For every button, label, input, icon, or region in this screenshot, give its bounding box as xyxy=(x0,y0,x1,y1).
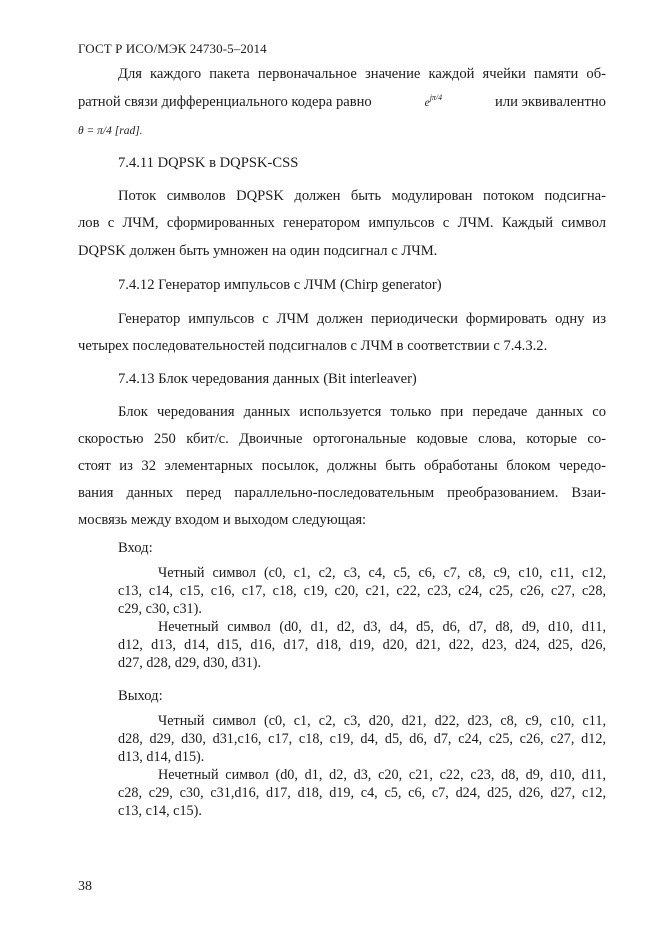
intro-exponent: $e^{j\pi/4}$ xyxy=(424,93,443,109)
document-header: ГОСТ Р ИСО/МЭК 24730-5–2014 xyxy=(78,41,267,56)
input-odd-line: d12, d13, d14, d15, d16, d17, d18, d19, d20, d21, d22, d23, d24, d25, d26, xyxy=(118,637,606,653)
section-7-4-11-line: DQPSK должен быть умножен на один подсигнал с ЛЧМ. xyxy=(78,243,438,259)
section-7-4-13-line: мосвязь между входом и выходом следующая: xyxy=(78,512,367,528)
intro-line-2-tail: или эквивалентно xyxy=(495,93,606,110)
input-even-line: c13, c14, c15, c16, c17, c18, c19, c20, c21, c22, c23, c24, c25, c26, c27, c28, xyxy=(118,583,606,599)
input-label: Вход: xyxy=(118,540,153,556)
intro-line-2 xyxy=(78,93,606,111)
input-even-line: Четный символ (c0, c1, c2, c3, c4, c5, c6, c7, c8, c9, c10, c11, c12, xyxy=(158,565,606,581)
section-7-4-11-title: 7.4.11 DQPSK в DQPSK-CSS xyxy=(118,155,299,171)
section-7-4-13-line: вания данных перед параллельно-последовательным преобразованием. Взаи- xyxy=(78,485,606,501)
output-even-line: Четный символ (c0, c1, c2, c3, d20, d21, d22, d23, c8, c9, c10, c11, xyxy=(158,713,606,729)
output-even-line: d28, d29, d30, d31,c16, c17, c18, c19, d4, d5, d6, d7, c24, c25, c26, c27, d12, xyxy=(118,731,606,747)
output-odd-line: c13, c14, c15). xyxy=(118,803,202,819)
section-7-4-13-line: Блок чередования данных используется только при передаче данных со xyxy=(118,404,606,420)
output-even-line: d13, d14, d15). xyxy=(118,749,205,765)
section-7-4-13-title: 7.4.13 Блок чередования данных (Bit interleaver) xyxy=(118,371,417,387)
section-7-4-13-line: стоят из 32 элементарных посылок, должны быть обработаны блоком чередо- xyxy=(78,458,606,474)
section-7-4-12-line: Генератор импульсов с ЛЧМ должен периодически формировать одну из xyxy=(118,311,606,327)
theta-equation: = π/4 [rad]. xyxy=(83,125,143,137)
theta-symbol: θ xyxy=(78,125,84,137)
output-label: Выход: xyxy=(118,688,163,704)
section-7-4-12-line: четырех последовательностей подсигналов с ЛЧМ в соответствии с 7.4.3.2. xyxy=(78,338,548,354)
intro-line-3 xyxy=(78,122,606,139)
input-odd-line: d27, d28, d29, d30, d31). xyxy=(118,655,262,671)
input-odd-line: Нечетный символ (d0, d1, d2, d3, d4, d5, d6, d7, d8, d9, d10, d11, xyxy=(158,619,606,635)
section-7-4-11-line: лов с ЛЧМ, сформированных генератором импульсов с ЛЧМ. Каждый символ xyxy=(78,215,606,231)
intro-line-1: Для каждого пакета первоначальное значение каждой ячейки памяти об- xyxy=(118,66,606,82)
intro-line-2-text: ратной связи дифференциального кодера равно xyxy=(78,93,372,110)
input-even-line: c29, c30, c31). xyxy=(118,601,202,617)
page-number: 38 xyxy=(78,879,92,894)
output-odd-line: c28, c29, c30, c31,d16, d17, d18, d19, c4, c5, c6, c7, d24, d25, d26, d27, c12, xyxy=(118,785,606,801)
section-7-4-11-line: Поток символов DQPSK должен быть модулирован потоком подсигна- xyxy=(118,188,606,204)
output-odd-line: Нечетный символ (d0, d1, d2, d3, c20, c21, c22, c23, d8, d9, d10, d11, xyxy=(158,767,606,783)
section-7-4-13-line: скоростью 250 кбит/с. Двоичные ортогональные кодовые слова, которые со- xyxy=(78,431,606,447)
section-7-4-12-title: 7.4.12 Генератор импульсов с ЛЧМ (Chirp generator) xyxy=(118,277,442,293)
